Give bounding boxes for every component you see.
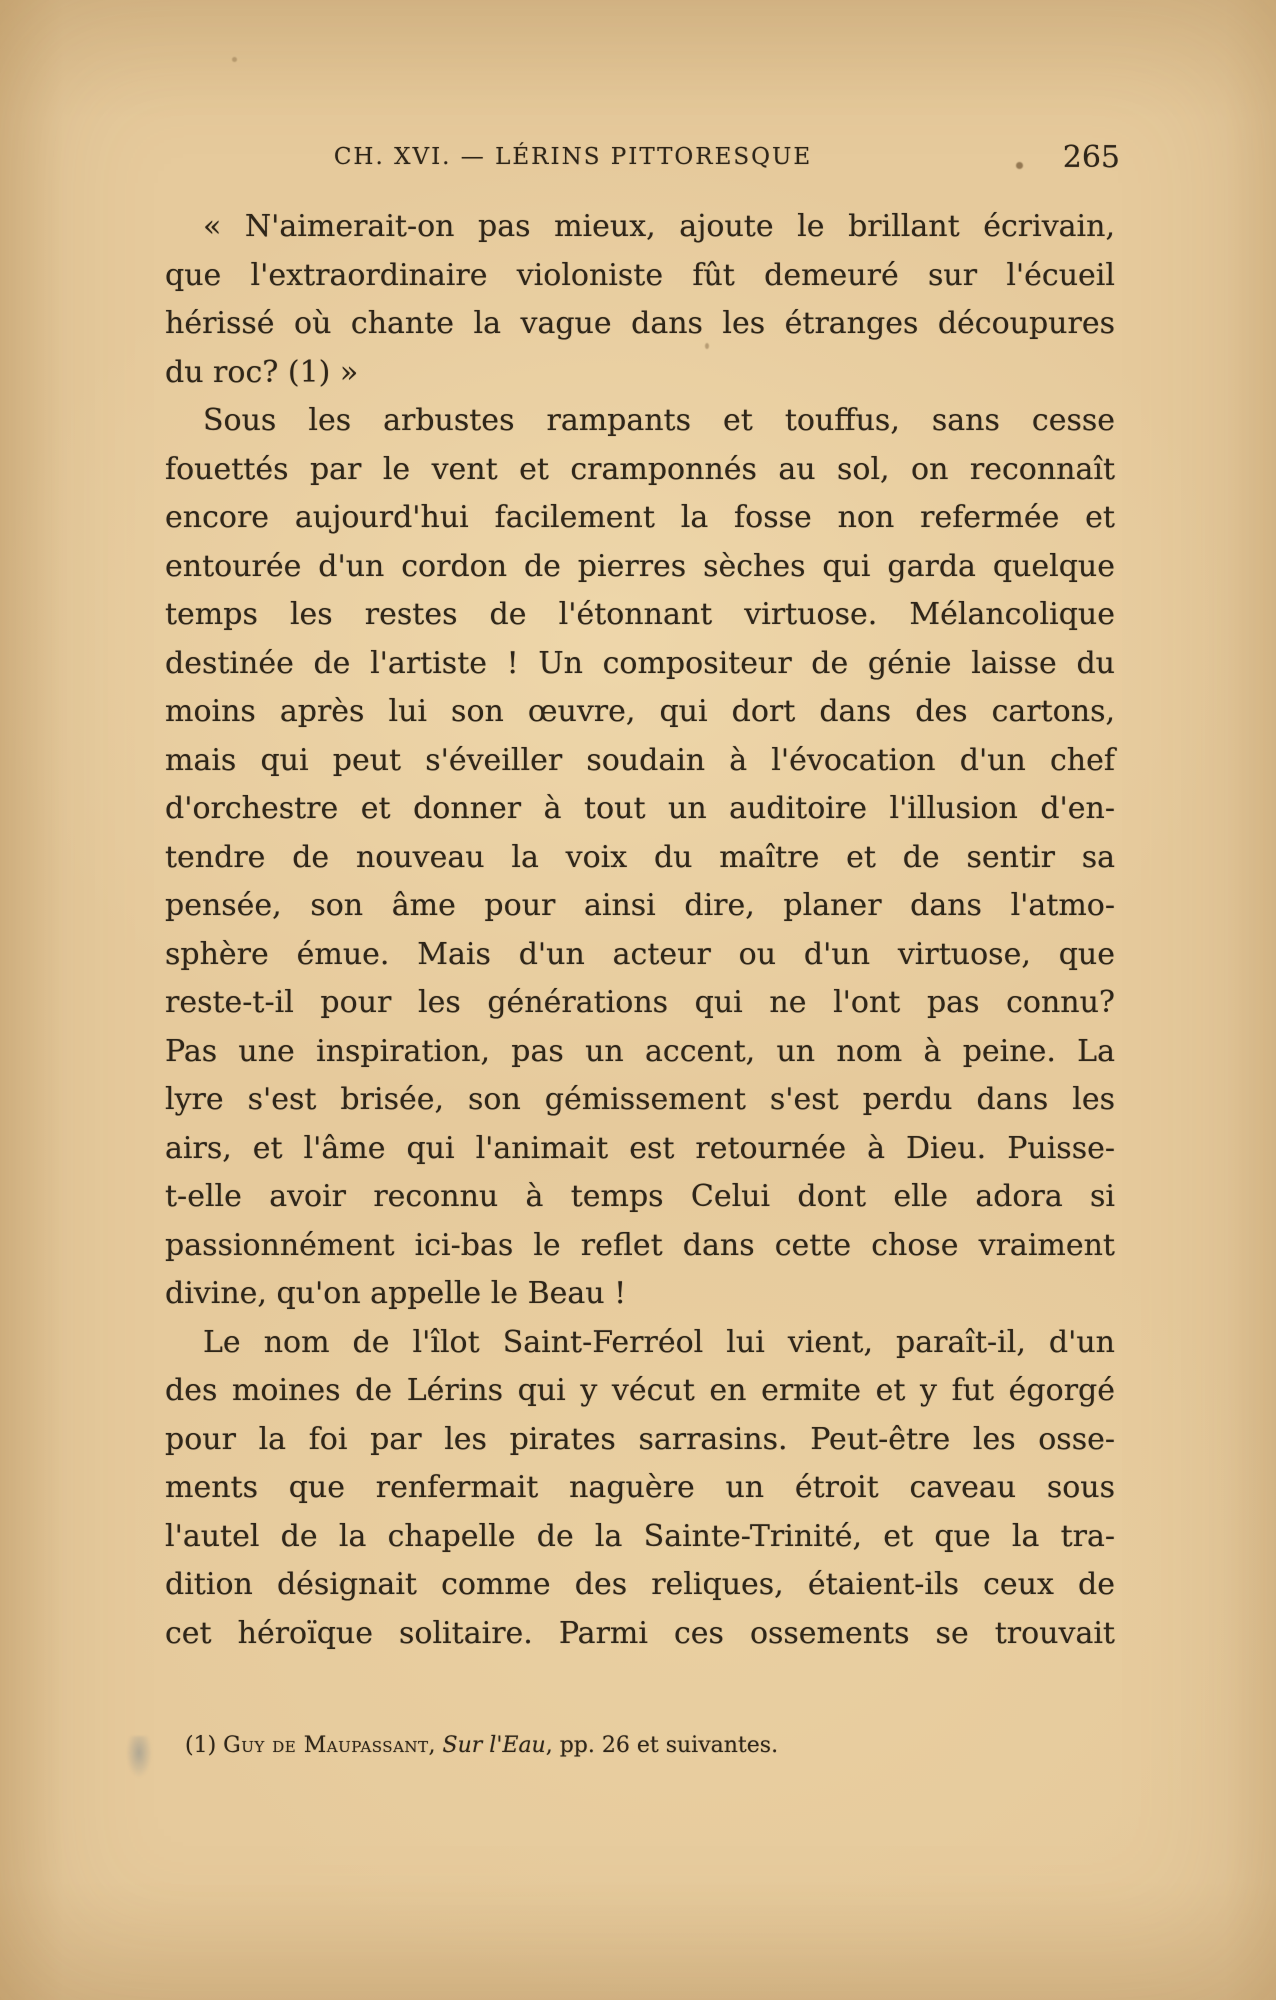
text-line: t-elle avoir reconnu à temps Celui dont elle adora si xyxy=(165,1179,1115,1214)
text-line: ments que renfermait naguère un étroit caveau sous xyxy=(165,1470,1115,1505)
text-line: d'orchestre et donner à tout un auditoire l'illusion d'en- xyxy=(165,791,1115,826)
text-line: sphère émue. Mais d'un acteur ou d'un virtuose, que xyxy=(165,936,1115,972)
text-line: hérissé où chante la vague dans les étranges découpures xyxy=(165,306,1115,341)
paragraph xyxy=(165,1319,1115,1659)
footnote xyxy=(165,1731,1115,1761)
text-line: divine, qu'on appelle le Beau ! xyxy=(165,1276,627,1311)
text-line: pensée, son âme pour ainsi dire, planer dans l'atmo- xyxy=(165,888,1115,923)
paper-speckle xyxy=(705,343,709,349)
text-line: cet héroïque solitaire. Parmi ces ossements se trouvait xyxy=(165,1615,1115,1651)
text-line: dition désignait comme des reliques, étaient-ils ceux de xyxy=(165,1567,1115,1602)
text-line: Sous les arbustes rampants et touffus, sans cesse xyxy=(203,403,1115,438)
text-line: mais qui peut s'éveiller soudain à l'évocation d'un chef xyxy=(165,742,1115,778)
text-line: du roc? (1) » xyxy=(165,354,359,390)
paragraph xyxy=(165,203,1115,397)
text-line: Pas une inspiration, pas un accent, un nom à peine. La xyxy=(165,1033,1115,1069)
text-line: que l'extraordinaire violoniste fût demeuré sur l'écueil xyxy=(165,257,1115,293)
page-number: 265 xyxy=(1062,140,1120,175)
footnote-book-title: Sur l'Eau xyxy=(442,1733,546,1758)
text-line: des moines de Lérins qui y vécut en ermite et y fut égorgé xyxy=(165,1373,1115,1408)
text-line: reste-t-il pour les générations qui ne l'ont pas connu? xyxy=(165,985,1115,1020)
text-line: entourée d'un cordon de pierres sèches qui garda quelque xyxy=(165,548,1115,584)
text-line: pour la foi par les pirates sarrasins. Peut-être les osse- xyxy=(165,1421,1115,1457)
text-line: tendre de nouveau la voix du maître et de sentir sa xyxy=(165,839,1115,875)
text-line: l'autel de la chapelle de la Sainte-Trinité, et que la tra- xyxy=(165,1518,1115,1554)
footnote-marker: (1) xyxy=(185,1733,224,1758)
paper-speckle xyxy=(232,57,237,62)
footnote-separator: , xyxy=(428,1733,443,1758)
text-line: encore aujourd'hui facilement la fosse non refermée et xyxy=(165,500,1115,535)
text-line: temps les restes de l'étonnant virtuose. Mélancolique xyxy=(165,597,1115,632)
footnote-tail: , pp. 26 et suivantes. xyxy=(545,1733,779,1758)
paragraph xyxy=(165,397,1115,1319)
ink-smudge xyxy=(126,1736,152,1778)
text-line: destinée de l'artiste ! Un compositeur de génie laisse du xyxy=(165,645,1115,681)
footnote-author: Guy de Maupassant xyxy=(223,1733,429,1758)
text-line: fouettés par le vent et cramponnés au sol, on reconnaît xyxy=(165,451,1115,487)
body-text xyxy=(165,203,1115,1658)
text-line: « N'aimerait-on pas mieux, ajoute le brillant écrivain, xyxy=(203,209,1115,244)
running-title: CH. XVI. — LÉRINS PITTORESQUE xyxy=(333,144,813,170)
text-line: Le nom de l'îlot Saint-Ferréol lui vient, paraît-il, d'un xyxy=(203,1324,1115,1360)
text-line: moins après lui son œuvre, qui dort dans des cartons, xyxy=(165,694,1115,729)
text-line: lyre s'est brisée, son gémissement s'est perdu dans les xyxy=(165,1082,1115,1117)
text-line: airs, et l'âme qui l'animait est retournée à Dieu. Puisse- xyxy=(165,1130,1115,1166)
text-line: passionnément ici-bas le reflet dans cette chose vraiment xyxy=(165,1227,1115,1263)
paper-speckle xyxy=(1016,162,1023,169)
